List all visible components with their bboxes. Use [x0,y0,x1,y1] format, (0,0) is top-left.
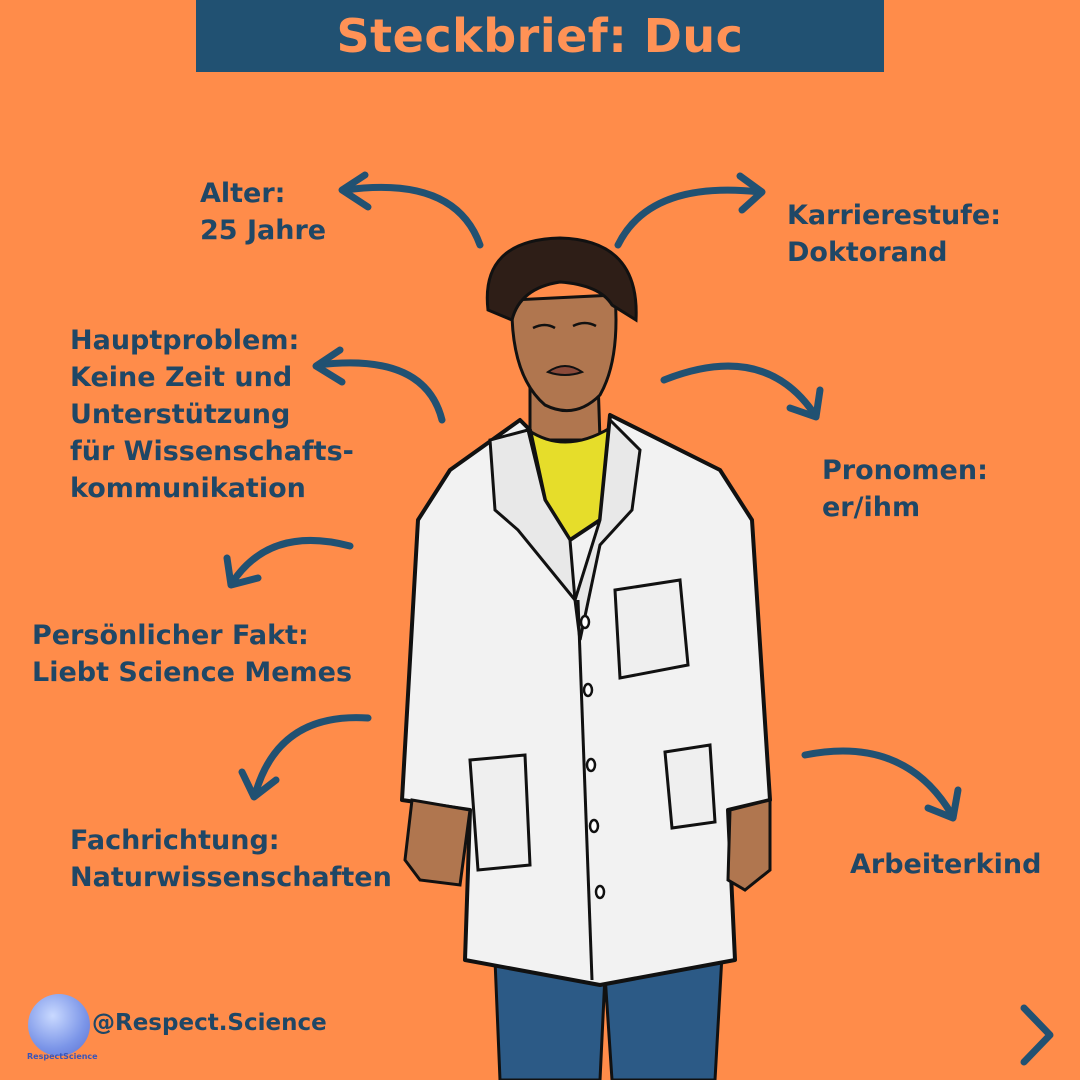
page-title: Steckbrief: Duc [336,9,744,63]
label-hauptproblem-line1: Keine Zeit und [70,362,293,393]
label-fakt [32,617,352,691]
label-hauptproblem [70,322,354,507]
label-hauptproblem-line2: Unterstützung [70,399,291,430]
label-pronomen-title: Pronomen: [822,455,988,486]
label-pronomen [822,452,988,526]
social-handle[interactable]: @Respect.Science [92,1010,327,1036]
arrow-karriere [618,190,760,245]
arrow-alter [345,187,480,245]
logo-text: RespectScience [27,1052,98,1061]
label-alter-title: Alter: [200,178,286,209]
label-fachrichtung-title: Fachrichtung: [70,825,280,856]
label-karriere-title: Karrierestufe: [787,200,1002,231]
label-hauptproblem-title: Hauptproblem: [70,325,300,356]
label-arbeiterkind [850,846,1041,883]
label-hauptproblem-line3: für Wissenschafts- [70,436,354,467]
label-hauptproblem-line4: kommunikation [70,473,306,504]
label-arbeiterkind-value: Arbeiterkind [850,849,1042,880]
label-fachrichtung-value: Naturwissenschaften [70,862,392,893]
label-alter-value: 25 Jahre [200,215,327,246]
chevron-right-icon[interactable] [1012,1000,1062,1070]
label-fakt-title: Persönlicher Fakt: [32,620,309,651]
label-fachrichtung [70,822,392,896]
elephant-logo-icon [28,994,90,1056]
label-karriere-value: Doktorand [787,237,948,268]
label-fakt-value: Liebt Science Memes [32,657,353,688]
label-pronomen-value: er/ihm [822,492,921,523]
label-karriere [787,197,1001,271]
label-alter [200,175,326,249]
